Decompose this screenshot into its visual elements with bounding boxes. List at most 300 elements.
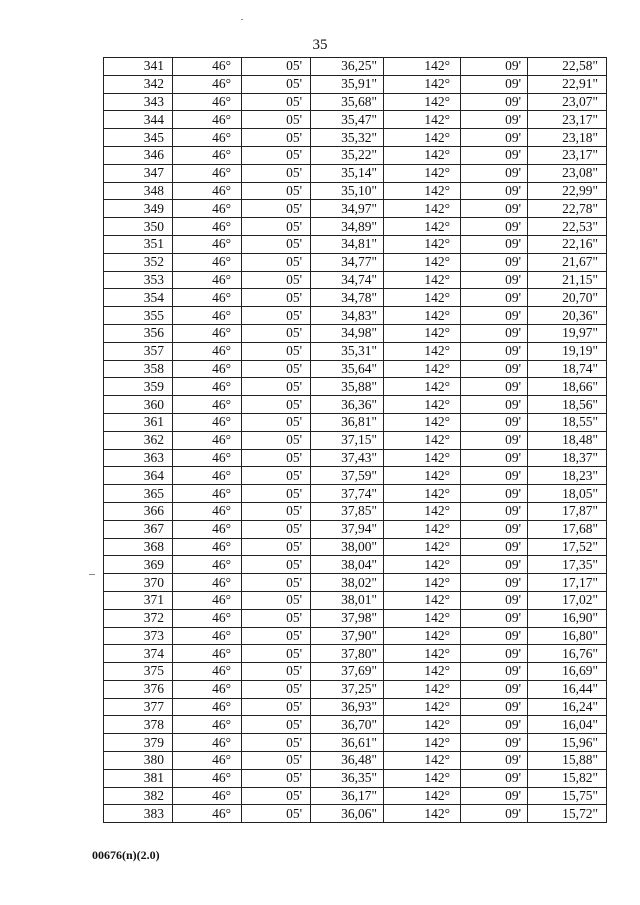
- latitude-degrees-cell: 46°: [173, 485, 242, 503]
- longitude-seconds-cell: 15,75": [528, 787, 607, 805]
- longitude-minutes-cell: 09': [461, 200, 528, 218]
- longitude-degrees-cell: 142°: [384, 253, 461, 271]
- point-number-cell: 346: [104, 146, 173, 164]
- longitude-degrees-cell: 142°: [384, 182, 461, 200]
- longitude-seconds-cell: 22,58": [528, 58, 607, 76]
- point-number-cell: 343: [104, 93, 173, 111]
- table-row: [104, 146, 607, 164]
- table-row: [104, 253, 607, 271]
- latitude-minutes-cell: 05': [242, 253, 311, 271]
- longitude-seconds-cell: 18,37": [528, 449, 607, 467]
- longitude-minutes-cell: 09': [461, 431, 528, 449]
- longitude-minutes-cell: 09': [461, 360, 528, 378]
- longitude-seconds-cell: 18,23": [528, 467, 607, 485]
- longitude-seconds-cell: 16,80": [528, 627, 607, 645]
- longitude-degrees-cell: 142°: [384, 289, 461, 307]
- latitude-degrees-cell: 46°: [173, 396, 242, 414]
- latitude-minutes-cell: 05': [242, 58, 311, 76]
- latitude-seconds-cell: 35,10": [311, 182, 384, 200]
- point-number-cell: 380: [104, 752, 173, 770]
- longitude-degrees-cell: 142°: [384, 467, 461, 485]
- table-row: [104, 556, 607, 574]
- point-number-cell: 378: [104, 716, 173, 734]
- latitude-seconds-cell: 36,48": [311, 752, 384, 770]
- latitude-degrees-cell: 46°: [173, 342, 242, 360]
- latitude-seconds-cell: 34,81": [311, 235, 384, 253]
- latitude-seconds-cell: 36,93": [311, 698, 384, 716]
- table-row: [104, 200, 607, 218]
- point-number-cell: 354: [104, 289, 173, 307]
- table-row: [104, 538, 607, 556]
- longitude-seconds-cell: 22,16": [528, 235, 607, 253]
- latitude-minutes-cell: 05': [242, 200, 311, 218]
- longitude-degrees-cell: 142°: [384, 75, 461, 93]
- longitude-minutes-cell: 09': [461, 556, 528, 574]
- table-row: [104, 680, 607, 698]
- longitude-degrees-cell: 142°: [384, 307, 461, 325]
- point-number-cell: 367: [104, 520, 173, 538]
- longitude-minutes-cell: 09': [461, 520, 528, 538]
- table-row: [104, 449, 607, 467]
- point-number-cell: 377: [104, 698, 173, 716]
- latitude-degrees-cell: 46°: [173, 431, 242, 449]
- longitude-minutes-cell: 09': [461, 680, 528, 698]
- latitude-minutes-cell: 05': [242, 324, 311, 342]
- latitude-minutes-cell: 05': [242, 609, 311, 627]
- latitude-degrees-cell: 46°: [173, 93, 242, 111]
- point-number-cell: 365: [104, 485, 173, 503]
- latitude-seconds-cell: 34,74": [311, 271, 384, 289]
- latitude-degrees-cell: 46°: [173, 200, 242, 218]
- table-row: [104, 271, 607, 289]
- longitude-minutes-cell: 09': [461, 716, 528, 734]
- latitude-minutes-cell: 05': [242, 360, 311, 378]
- latitude-seconds-cell: 36,17": [311, 787, 384, 805]
- longitude-seconds-cell: 23,17": [528, 111, 607, 129]
- longitude-degrees-cell: 142°: [384, 235, 461, 253]
- coordinates-table: [103, 57, 607, 823]
- longitude-seconds-cell: 18,56": [528, 396, 607, 414]
- point-number-cell: 362: [104, 431, 173, 449]
- longitude-degrees-cell: 142°: [384, 342, 461, 360]
- latitude-seconds-cell: 34,83": [311, 307, 384, 325]
- latitude-degrees-cell: 46°: [173, 716, 242, 734]
- latitude-degrees-cell: 46°: [173, 360, 242, 378]
- latitude-seconds-cell: 37,43": [311, 449, 384, 467]
- latitude-minutes-cell: 05': [242, 289, 311, 307]
- point-number-cell: 371: [104, 591, 173, 609]
- longitude-degrees-cell: 142°: [384, 627, 461, 645]
- longitude-minutes-cell: 09': [461, 752, 528, 770]
- longitude-minutes-cell: 09': [461, 449, 528, 467]
- table-row: [104, 591, 607, 609]
- latitude-minutes-cell: 05': [242, 342, 311, 360]
- longitude-seconds-cell: 18,66": [528, 378, 607, 396]
- point-number-cell: 372: [104, 609, 173, 627]
- point-number-cell: 373: [104, 627, 173, 645]
- longitude-seconds-cell: 17,52": [528, 538, 607, 556]
- longitude-degrees-cell: 142°: [384, 645, 461, 663]
- latitude-minutes-cell: 05': [242, 164, 311, 182]
- longitude-degrees-cell: 142°: [384, 93, 461, 111]
- latitude-seconds-cell: 38,02": [311, 574, 384, 592]
- longitude-seconds-cell: 18,48": [528, 431, 607, 449]
- point-number-cell: 381: [104, 769, 173, 787]
- longitude-degrees-cell: 142°: [384, 129, 461, 147]
- longitude-seconds-cell: 21,15": [528, 271, 607, 289]
- latitude-seconds-cell: 36,36": [311, 396, 384, 414]
- table-row: [104, 752, 607, 770]
- latitude-minutes-cell: 05': [242, 271, 311, 289]
- latitude-degrees-cell: 46°: [173, 734, 242, 752]
- table-row: [104, 805, 607, 823]
- longitude-seconds-cell: 18,55": [528, 413, 607, 431]
- latitude-seconds-cell: 37,25": [311, 680, 384, 698]
- latitude-degrees-cell: 46°: [173, 574, 242, 592]
- longitude-minutes-cell: 09': [461, 111, 528, 129]
- longitude-seconds-cell: 18,74": [528, 360, 607, 378]
- longitude-degrees-cell: 142°: [384, 663, 461, 681]
- longitude-minutes-cell: 09': [461, 627, 528, 645]
- table-row: [104, 307, 607, 325]
- longitude-degrees-cell: 142°: [384, 591, 461, 609]
- point-number-cell: 375: [104, 663, 173, 681]
- latitude-seconds-cell: 35,31": [311, 342, 384, 360]
- longitude-seconds-cell: 23,17": [528, 146, 607, 164]
- latitude-seconds-cell: 37,69": [311, 663, 384, 681]
- page-number: 35: [312, 37, 328, 53]
- scan-speck: [89, 574, 95, 575]
- table-row: [104, 467, 607, 485]
- longitude-seconds-cell: 19,97": [528, 324, 607, 342]
- longitude-seconds-cell: 21,67": [528, 253, 607, 271]
- latitude-seconds-cell: 37,98": [311, 609, 384, 627]
- table-row: [104, 502, 607, 520]
- longitude-degrees-cell: 142°: [384, 520, 461, 538]
- latitude-seconds-cell: 38,01": [311, 591, 384, 609]
- latitude-degrees-cell: 46°: [173, 146, 242, 164]
- longitude-degrees-cell: 142°: [384, 805, 461, 823]
- latitude-degrees-cell: 46°: [173, 538, 242, 556]
- latitude-seconds-cell: 37,59": [311, 467, 384, 485]
- longitude-degrees-cell: 142°: [384, 164, 461, 182]
- longitude-minutes-cell: 09': [461, 253, 528, 271]
- table-row: [104, 111, 607, 129]
- longitude-minutes-cell: 09': [461, 787, 528, 805]
- point-number-cell: 379: [104, 734, 173, 752]
- table-row: [104, 645, 607, 663]
- longitude-minutes-cell: 09': [461, 218, 528, 236]
- longitude-degrees-cell: 142°: [384, 538, 461, 556]
- longitude-degrees-cell: 142°: [384, 574, 461, 592]
- latitude-seconds-cell: 35,47": [311, 111, 384, 129]
- longitude-seconds-cell: 15,96": [528, 734, 607, 752]
- table-row: [104, 218, 607, 236]
- table-row: [104, 164, 607, 182]
- longitude-minutes-cell: 09': [461, 663, 528, 681]
- latitude-minutes-cell: 05': [242, 805, 311, 823]
- longitude-seconds-cell: 17,87": [528, 502, 607, 520]
- point-number-cell: 344: [104, 111, 173, 129]
- latitude-minutes-cell: 05': [242, 698, 311, 716]
- latitude-seconds-cell: 36,70": [311, 716, 384, 734]
- longitude-seconds-cell: 17,02": [528, 591, 607, 609]
- latitude-degrees-cell: 46°: [173, 271, 242, 289]
- latitude-minutes-cell: 05': [242, 449, 311, 467]
- longitude-degrees-cell: 142°: [384, 752, 461, 770]
- point-number-cell: 374: [104, 645, 173, 663]
- longitude-seconds-cell: 22,91": [528, 75, 607, 93]
- longitude-degrees-cell: 142°: [384, 271, 461, 289]
- latitude-seconds-cell: 38,00": [311, 538, 384, 556]
- longitude-seconds-cell: 22,78": [528, 200, 607, 218]
- latitude-degrees-cell: 46°: [173, 609, 242, 627]
- latitude-degrees-cell: 46°: [173, 378, 242, 396]
- point-number-cell: 376: [104, 680, 173, 698]
- latitude-degrees-cell: 46°: [173, 253, 242, 271]
- table-row: [104, 324, 607, 342]
- longitude-degrees-cell: 142°: [384, 396, 461, 414]
- latitude-seconds-cell: 38,04": [311, 556, 384, 574]
- longitude-degrees-cell: 142°: [384, 413, 461, 431]
- table-row: [104, 129, 607, 147]
- latitude-seconds-cell: 37,15": [311, 431, 384, 449]
- longitude-seconds-cell: 17,68": [528, 520, 607, 538]
- longitude-seconds-cell: 16,44": [528, 680, 607, 698]
- latitude-degrees-cell: 46°: [173, 769, 242, 787]
- latitude-minutes-cell: 05': [242, 769, 311, 787]
- longitude-degrees-cell: 142°: [384, 378, 461, 396]
- longitude-minutes-cell: 09': [461, 734, 528, 752]
- latitude-seconds-cell: 36,35": [311, 769, 384, 787]
- latitude-minutes-cell: 05': [242, 129, 311, 147]
- longitude-minutes-cell: 09': [461, 58, 528, 76]
- latitude-minutes-cell: 05': [242, 485, 311, 503]
- table-row: [104, 360, 607, 378]
- point-number-cell: 368: [104, 538, 173, 556]
- latitude-minutes-cell: 05': [242, 574, 311, 592]
- latitude-minutes-cell: 05': [242, 182, 311, 200]
- longitude-degrees-cell: 142°: [384, 360, 461, 378]
- longitude-degrees-cell: 142°: [384, 111, 461, 129]
- latitude-minutes-cell: 05': [242, 378, 311, 396]
- document-code: 00676(n)(2.0): [92, 848, 160, 862]
- latitude-minutes-cell: 05': [242, 413, 311, 431]
- latitude-degrees-cell: 46°: [173, 307, 242, 325]
- longitude-degrees-cell: 142°: [384, 218, 461, 236]
- point-number-cell: 361: [104, 413, 173, 431]
- latitude-degrees-cell: 46°: [173, 218, 242, 236]
- longitude-seconds-cell: 17,17": [528, 574, 607, 592]
- latitude-seconds-cell: 36,61": [311, 734, 384, 752]
- latitude-seconds-cell: 34,78": [311, 289, 384, 307]
- longitude-minutes-cell: 09': [461, 485, 528, 503]
- longitude-seconds-cell: 16,76": [528, 645, 607, 663]
- longitude-seconds-cell: 15,88": [528, 752, 607, 770]
- latitude-degrees-cell: 46°: [173, 467, 242, 485]
- point-number-cell: 363: [104, 449, 173, 467]
- latitude-minutes-cell: 05': [242, 752, 311, 770]
- longitude-degrees-cell: 142°: [384, 449, 461, 467]
- table-row: [104, 716, 607, 734]
- latitude-minutes-cell: 05': [242, 218, 311, 236]
- latitude-seconds-cell: 35,64": [311, 360, 384, 378]
- point-number-cell: 359: [104, 378, 173, 396]
- point-number-cell: 352: [104, 253, 173, 271]
- point-number-cell: 358: [104, 360, 173, 378]
- table-row: [104, 574, 607, 592]
- longitude-seconds-cell: 20,70": [528, 289, 607, 307]
- longitude-minutes-cell: 09': [461, 75, 528, 93]
- latitude-seconds-cell: 37,90": [311, 627, 384, 645]
- longitude-minutes-cell: 09': [461, 769, 528, 787]
- latitude-seconds-cell: 35,22": [311, 146, 384, 164]
- latitude-minutes-cell: 05': [242, 680, 311, 698]
- latitude-degrees-cell: 46°: [173, 289, 242, 307]
- latitude-degrees-cell: 46°: [173, 502, 242, 520]
- longitude-minutes-cell: 09': [461, 307, 528, 325]
- table-row: [104, 609, 607, 627]
- table-row: [104, 627, 607, 645]
- scan-speck: [241, 19, 243, 20]
- latitude-degrees-cell: 46°: [173, 235, 242, 253]
- longitude-seconds-cell: 22,53": [528, 218, 607, 236]
- table-row: [104, 182, 607, 200]
- latitude-minutes-cell: 05': [242, 235, 311, 253]
- point-number-cell: 366: [104, 502, 173, 520]
- table-row: [104, 396, 607, 414]
- latitude-degrees-cell: 46°: [173, 752, 242, 770]
- longitude-minutes-cell: 09': [461, 271, 528, 289]
- longitude-seconds-cell: 17,35": [528, 556, 607, 574]
- table-row: [104, 485, 607, 503]
- latitude-minutes-cell: 05': [242, 502, 311, 520]
- latitude-degrees-cell: 46°: [173, 129, 242, 147]
- longitude-degrees-cell: 142°: [384, 698, 461, 716]
- longitude-minutes-cell: 09': [461, 93, 528, 111]
- latitude-seconds-cell: 35,91": [311, 75, 384, 93]
- latitude-minutes-cell: 05': [242, 396, 311, 414]
- table-row: [104, 663, 607, 681]
- latitude-minutes-cell: 05': [242, 663, 311, 681]
- longitude-minutes-cell: 09': [461, 574, 528, 592]
- point-number-cell: 383: [104, 805, 173, 823]
- longitude-seconds-cell: 19,19": [528, 342, 607, 360]
- longitude-minutes-cell: 09': [461, 324, 528, 342]
- latitude-seconds-cell: 35,68": [311, 93, 384, 111]
- latitude-minutes-cell: 05': [242, 787, 311, 805]
- point-number-cell: 364: [104, 467, 173, 485]
- latitude-degrees-cell: 46°: [173, 787, 242, 805]
- point-number-cell: 348: [104, 182, 173, 200]
- latitude-degrees-cell: 46°: [173, 556, 242, 574]
- latitude-seconds-cell: 36,25": [311, 58, 384, 76]
- latitude-seconds-cell: 37,94": [311, 520, 384, 538]
- latitude-degrees-cell: 46°: [173, 413, 242, 431]
- latitude-seconds-cell: 35,32": [311, 129, 384, 147]
- longitude-seconds-cell: 15,72": [528, 805, 607, 823]
- longitude-seconds-cell: 23,18": [528, 129, 607, 147]
- longitude-seconds-cell: 20,36": [528, 307, 607, 325]
- longitude-minutes-cell: 09': [461, 591, 528, 609]
- latitude-seconds-cell: 34,97": [311, 200, 384, 218]
- longitude-minutes-cell: 09': [461, 609, 528, 627]
- latitude-seconds-cell: 35,14": [311, 164, 384, 182]
- longitude-seconds-cell: 23,08": [528, 164, 607, 182]
- latitude-minutes-cell: 05': [242, 111, 311, 129]
- longitude-minutes-cell: 09': [461, 645, 528, 663]
- point-number-cell: 345: [104, 129, 173, 147]
- latitude-degrees-cell: 46°: [173, 75, 242, 93]
- table-row: [104, 93, 607, 111]
- longitude-minutes-cell: 09': [461, 396, 528, 414]
- table-row: [104, 289, 607, 307]
- point-number-cell: 369: [104, 556, 173, 574]
- point-number-cell: 356: [104, 324, 173, 342]
- table-row: [104, 75, 607, 93]
- latitude-degrees-cell: 46°: [173, 111, 242, 129]
- latitude-degrees-cell: 46°: [173, 449, 242, 467]
- latitude-minutes-cell: 05': [242, 716, 311, 734]
- longitude-seconds-cell: 16,24": [528, 698, 607, 716]
- longitude-minutes-cell: 09': [461, 182, 528, 200]
- longitude-seconds-cell: 16,04": [528, 716, 607, 734]
- latitude-minutes-cell: 05': [242, 538, 311, 556]
- latitude-minutes-cell: 05': [242, 591, 311, 609]
- longitude-minutes-cell: 09': [461, 164, 528, 182]
- latitude-seconds-cell: 34,98": [311, 324, 384, 342]
- longitude-degrees-cell: 142°: [384, 200, 461, 218]
- longitude-minutes-cell: 09': [461, 698, 528, 716]
- latitude-degrees-cell: 46°: [173, 58, 242, 76]
- latitude-minutes-cell: 05': [242, 556, 311, 574]
- table-row: [104, 520, 607, 538]
- latitude-seconds-cell: 37,80": [311, 645, 384, 663]
- point-number-cell: 357: [104, 342, 173, 360]
- longitude-degrees-cell: 142°: [384, 769, 461, 787]
- latitude-seconds-cell: 34,89": [311, 218, 384, 236]
- longitude-degrees-cell: 142°: [384, 716, 461, 734]
- table-row: [104, 342, 607, 360]
- latitude-minutes-cell: 05': [242, 146, 311, 164]
- latitude-degrees-cell: 46°: [173, 520, 242, 538]
- longitude-degrees-cell: 142°: [384, 556, 461, 574]
- latitude-seconds-cell: 34,77": [311, 253, 384, 271]
- longitude-degrees-cell: 142°: [384, 609, 461, 627]
- table-row: [104, 698, 607, 716]
- coordinates-table-body: [104, 58, 607, 823]
- longitude-seconds-cell: 23,07": [528, 93, 607, 111]
- point-number-cell: 347: [104, 164, 173, 182]
- latitude-seconds-cell: 35,88": [311, 378, 384, 396]
- longitude-minutes-cell: 09': [461, 129, 528, 147]
- table-row: [104, 734, 607, 752]
- longitude-minutes-cell: 09': [461, 146, 528, 164]
- latitude-degrees-cell: 46°: [173, 627, 242, 645]
- latitude-minutes-cell: 05': [242, 627, 311, 645]
- latitude-seconds-cell: 37,74": [311, 485, 384, 503]
- latitude-degrees-cell: 46°: [173, 680, 242, 698]
- point-number-cell: 370: [104, 574, 173, 592]
- table-row: [104, 769, 607, 787]
- table-row: [104, 378, 607, 396]
- longitude-minutes-cell: 09': [461, 538, 528, 556]
- table-row: [104, 413, 607, 431]
- point-number-cell: 355: [104, 307, 173, 325]
- longitude-seconds-cell: 16,90": [528, 609, 607, 627]
- longitude-degrees-cell: 142°: [384, 485, 461, 503]
- longitude-minutes-cell: 09': [461, 289, 528, 307]
